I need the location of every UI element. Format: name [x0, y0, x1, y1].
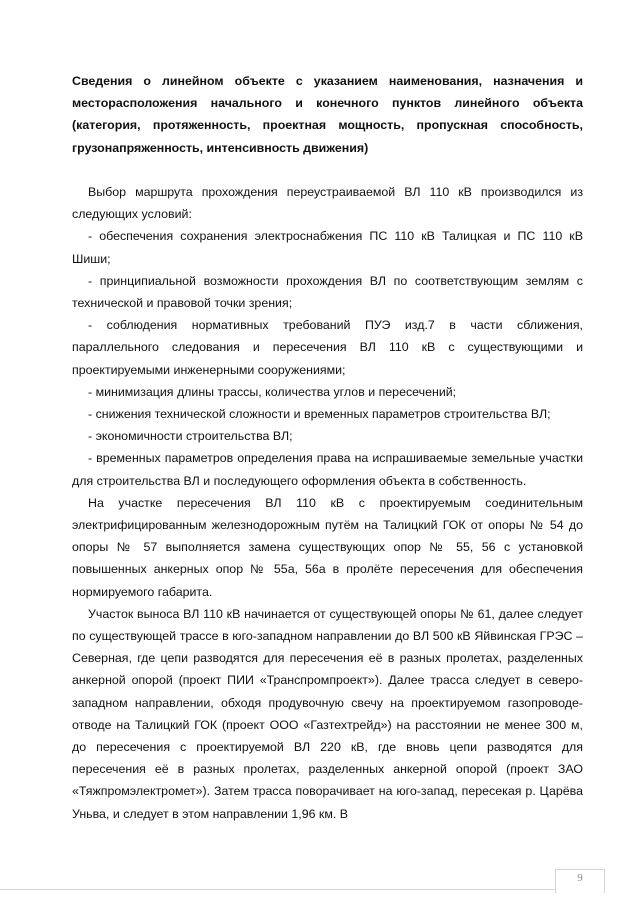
page-number: 9	[577, 872, 583, 884]
section-heading: Сведения о линейном объекте с указанием наименования, назначения и месторасположения начального и конечного пунктов линейного объекта (категория, протяженность, проектная мощность, пропускная способность, грузонапряженность, интенсивность движения)	[72, 74, 583, 155]
paragraph: Выбор маршрута прохождения переустраиваемой ВЛ 110 кВ производился из следующих условий:	[72, 185, 583, 222]
list-item: - принципиальной возможности прохождения ВЛ по соответствующим землям с технической и правовой точки зрения;	[72, 273, 583, 311]
list-item: - снижения технической сложности и временных параметров строительства ВЛ;	[88, 407, 551, 422]
list-item: - обеспечения сохранения электроснабжения ПС 110 кВ Талицкая и ПС 110 кВ Шиши;	[72, 229, 583, 266]
paragraph: На участке пересечения ВЛ 110 кВ с проектируемым соединительным электрифицированным железнодорожным путём на Талицкий ГОК от опоры № 54 до опоры № 57 выполняется замена существующих опор № 55, 56 с установкой повышенных анкерных опор № 55а, 56а в пролёте пересечения для обеспечения нормируемого габарита.	[72, 495, 583, 599]
list-item: - соблюдения нормативных требований ПУЭ изд.7 в части сближения, параллельного следования и пересечения ВЛ 110 кВ с существующими и проектируемыми инженерными сооружениями;	[72, 318, 583, 377]
footer-divider	[0, 889, 555, 890]
body-text	[72, 181, 583, 825]
list-item: - минимизация длины трассы, количества углов и пересечений;	[88, 384, 457, 399]
list-item: - экономичности строительства ВЛ;	[88, 429, 293, 444]
list-item: - временных параметров определения права на испрашиваемые земельные участки для строительства ВЛ и последующего оформления объекта в собственность.	[72, 451, 583, 488]
paragraph: Участок выноса ВЛ 110 кВ начинается от существующей опоры № 61, далее следует по существующей трассе в юго-западном направлении до ВЛ 500 кВ Яйвинская ГРЭС – Северная, где цепи разводятся для пересечения её в разных пролетах, разделенных анкерной опорой (проект ПИИ «Транспромпроект»). Далее трасса следует в северо-западном направлении, обходя продувочную свечу на проектируемом газопроводе-отводе на Талицкий ГОК (проект ООО «Газтехтрейд») на расстоянии не менее 300 м, до пересечения с проектируемой ВЛ 220 кВ, где вновь цепи разводятся для пересечения её в разных пролетах, разделенных анкерной опорой (проект ЗАО «Тяжпромэлектромет»). Затем трасса поворачивает на юго-запад, пересекая р. Царёва Уньва, и следует в этом направлении 1,96 км. В	[72, 606, 583, 821]
